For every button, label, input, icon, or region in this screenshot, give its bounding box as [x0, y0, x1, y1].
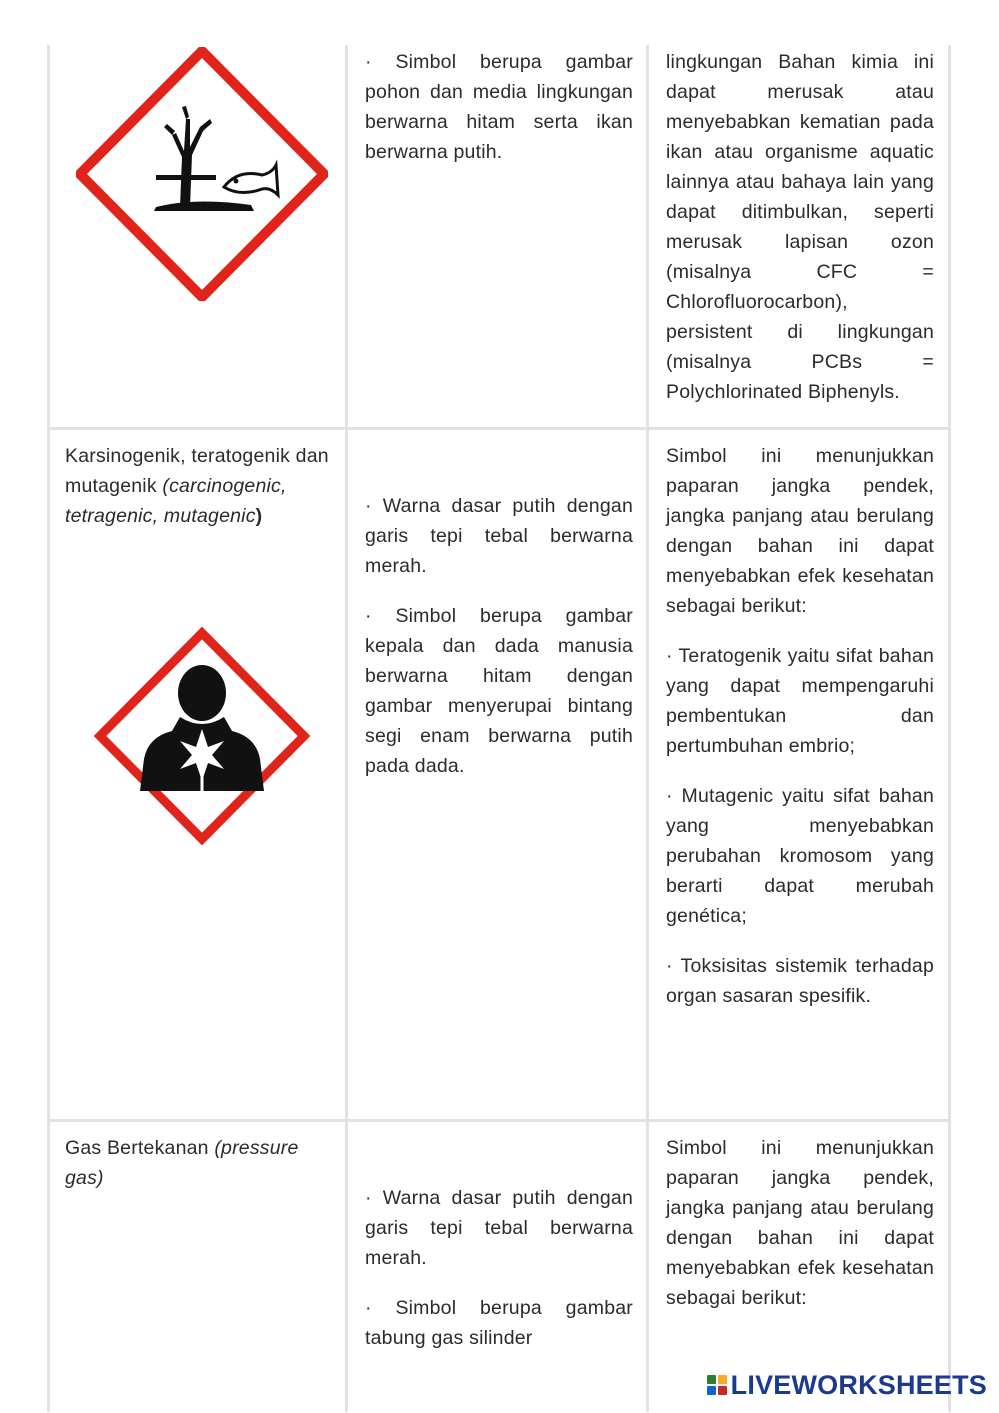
description-cell: [348, 430, 649, 1119]
description-paragraph: · Simbol berupa gambar kepala dan dada manusia berwarna hitam dengan gambar menyerupai bintang segi enam berwarna putih pada dada.: [365, 605, 633, 777]
hazard-name-english: (carcinogenic, tetragenic, mutagenic: [65, 475, 287, 527]
table-row-carcinogenic: [47, 430, 951, 1119]
description-text: [365, 47, 633, 167]
effect-cell: [649, 430, 951, 1119]
description-paragraph: · Simbol berupa gambar tabung gas silinder: [365, 1297, 633, 1349]
effect-paragraph: lingkungan Bahan kimia ini dapat merusak atau menyebabkan kematian pada ikan atau organisme aquatic lainnya atau bahaya lain yang dapat ditimbulkan, seperti merusak lapisan ozon (misalnya CFC = Chlorofluorocarbon), persistent di lingkungan (misalnya PCBs = Polychlorinated Biphenyls.: [666, 51, 934, 403]
effect-text: [666, 1133, 934, 1313]
liveworksheets-brand: LIVEWORKSHEETS: [730, 1369, 987, 1400]
hazard-name: [65, 441, 340, 531]
effect-paragraph: · Mutagenic yaitu sifat bahan yang menyebabkan perubahan kromosom yang berarti dapat merubah genética;: [666, 785, 934, 927]
effect-paragraph: · Teratogenik yaitu sifat bahan yang dapat mempengaruhi pembentukan dan pertumbuhan embrio;: [666, 645, 934, 757]
effect-paragraph: Simbol ini menunjukkan paparan jangka pendek, jangka panjang atau berulang dengan bahan ini dapat menyebabkan efek kesehatan sebagai berikut:: [666, 445, 934, 617]
hazard-name-close: ): [255, 505, 263, 527]
symbol-cell: [47, 45, 348, 427]
effect-text: [666, 441, 934, 1011]
symbol-cell: [47, 430, 348, 1119]
hazard-name-text: Karsinogenik, teratogenik dan mutagenik: [65, 445, 329, 497]
hazard-name: [65, 1133, 340, 1193]
effect-cell: [649, 45, 951, 427]
description-paragraph: · Warna dasar putih dengan garis tepi tebal berwarna merah.: [365, 1187, 633, 1269]
table-row-environment: [47, 45, 951, 427]
description-paragraph: · Warna dasar putih dengan garis tepi tebal berwarna merah.: [365, 495, 633, 577]
description-text: [365, 1183, 633, 1353]
health-hazard-icon: [94, 627, 310, 845]
description-cell: [348, 1122, 649, 1412]
effect-text: [666, 47, 934, 407]
hazard-name-english: (pressure gas): [65, 1137, 299, 1189]
environmental-hazard-icon: [76, 47, 328, 301]
description-paragraph: · Simbol berupa gambar pohon dan media lingkungan berwarna hitam serta ikan berwarna putih.: [365, 51, 633, 163]
liveworksheets-logo[interactable]: [707, 1369, 987, 1401]
effect-paragraph: · Toksisitas sistemik terhadap organ sasaran spesifik.: [666, 955, 934, 1007]
hazard-name-text: Gas Bertekanan: [65, 1137, 209, 1159]
effect-paragraph: Simbol ini menunjukkan paparan jangka pendek, jangka panjang atau berulang dengan bahan ini dapat menyebabkan efek kesehatan sebagai berikut:: [666, 1137, 934, 1309]
symbol-cell: [47, 1122, 348, 1412]
liveworksheets-logo-icon: [707, 1375, 727, 1395]
description-text: [365, 491, 633, 781]
description-cell: [348, 45, 649, 427]
